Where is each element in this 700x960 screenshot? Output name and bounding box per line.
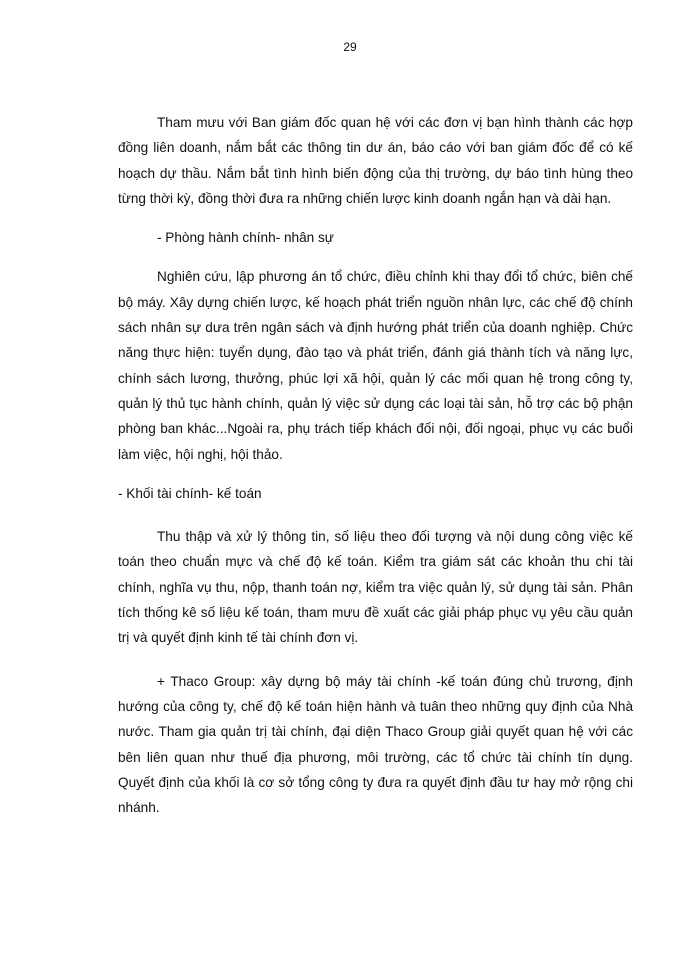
page-number: 29 xyxy=(343,40,357,54)
paragraph-business-planning: Tham mưu với Ban giám đốc quan hệ với các đơn vị bạn hình thành các hợp đồng liên doanh, nắm bắt các thông tin dư án, báo cáo với ban giám đốc để có kế hoạch dự thầu. Nắm bắt tình hình biến động của thị trường, dự báo tình hùng theo từng thời kỳ, đồng thời đưa ra những chiến lược kinh doanh ngắn hạn và dài hạn. xyxy=(118,115,633,206)
paragraph-thaco-group: + Thaco Group: xây dựng bộ máy tài chính -kế toán đúng chủ trương, định hướng của công ty, chế độ kế toán hiện hành và tuân theo những quy định của Nhà nước. Tham gia quản trị tài chính, đại diện Thaco Group giải quyết quan hệ với các bên liên quan như thuế địa phương, môi trường, các tổ chức tài chính tín dụng. Quyết định của khối là cơ sở tổng công ty đưa ra quyết định đầu tư hay mở rộng chi nhánh. xyxy=(118,673,633,816)
paragraph-hr-duties: Nghiên cứu, lập phương án tổ chức, điều chỉnh khi thay đổi tổ chức, biên chế bộ máy. Xây dựng chiến lược, kế hoạch phát triển nguồn nhân lực, các chế độ chính sách nhân sự dưa trên ngân sách và định hướng phát triển của doanh nghiệp. Chức năng thực hiện: tuyển dụng, đào tạo và phát triển, đánh giá thành tích và năng lực, chính sách lương, thưởng, phúc lợi xã hội, quản lý các mối quan hệ trong công ty, quản lý thủ tục hành chính, quản lý việc sử dụng các loại tài sản, hỗ trợ các bộ phận phòng ban khác...Ngoài ra, phụ trách tiếp khách đối nội, đối ngoại, phục vụ các buổi làm việc, hội nghị, hội thảo. xyxy=(118,269,633,462)
paragraph-finance-duties: Thu thập và xử lý thông tin, số liệu theo đối tượng và nội dung công việc kế toán theo chuẩn mực và chế độ kế toán. Kiểm tra giám sát các khoản thu chi tài chính, nghĩa vụ thu, nộp, thanh toán nợ, kiểm tra việc quản lý, sử dụng tài sản. Phân tích thống kê số liệu kế toán, tham mưu đề xuất các giải pháp phục vụ yêu cầu quản trị và quyết định kinh tế tài chính đơn vị. xyxy=(118,529,633,646)
heading-hr-department: - Phòng hành chính- nhân sự xyxy=(157,230,334,246)
document-body xyxy=(118,110,633,820)
heading-finance-department: - Khối tài chính- kế toán xyxy=(118,485,262,501)
